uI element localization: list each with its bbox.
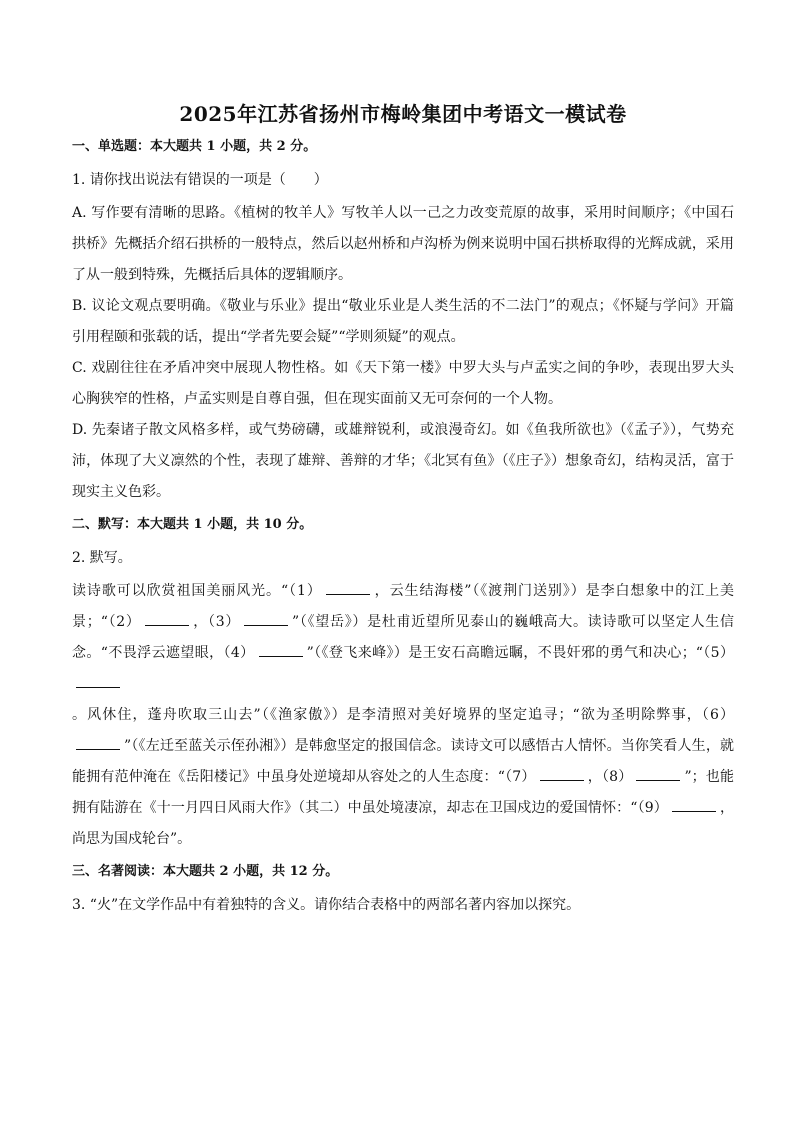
option-b: B. 议论文观点要明确。《敬业与乐业》提出“敬业乐业是人类生活的不二法门”的观点；《怀疑与学问》开篇引用程颐和张载的话，提出“学者先要会疑”“学则须疑”的观点。 — [72, 298, 734, 345]
passage-text: ，云生结海楼”（《渡荆门送别》）是李白想象中的江上美景；“（2） — [72, 583, 734, 630]
exam-title: 2025年江苏省扬州市梅岭集团中考语文一模试卷 — [179, 102, 627, 126]
option-a: A. 写作要有清晰的思路。《植树的牧羊人》写牧羊人以一己之力改变荒原的故事，采用时间顺序；《中国石拱桥》先概括介绍石拱桥的一般特点，然后以赵州桥和卢沟桥为例来说明中国石拱桥取得的光辉成就，采用了从一般到特殊，先概括后具体的逻辑顺序。 — [72, 205, 734, 283]
blank-9[interactable] — [672, 795, 716, 812]
passage-text: ，（8） — [587, 769, 633, 785]
section-heading-single-choice: 一、单选题：本大题共 1 小题，共 2 分。 — [72, 139, 317, 154]
passage-text: 读诗歌可以欣赏祖国美丽风光。“（1） — [72, 583, 322, 599]
blank-2[interactable] — [145, 609, 189, 626]
option-c: C. 戏剧往往在矛盾冲突中展现人物性格。如《天下第一楼》中罗大头与卢孟实之间的争吵，表现出罗大头心胸狭窄的性格，卢孟实则是自尊自强，但在现实面前又无可奈何的一个人物。 — [72, 360, 734, 407]
dictation-passage — [72, 576, 734, 855]
question-3: 3. “火”在文学作品中有着独特的含义。请你结合表格中的两部名著内容加以探究。 — [72, 897, 581, 913]
blank-7[interactable] — [540, 764, 584, 781]
section-heading-dictation: 二、默写：本大题共 1 小题，共 10 分。 — [72, 517, 313, 532]
passage-text: ”（《望岳》）是杜甫近望所见泰山的巍峨高大。读诗歌可以坚定人生信念。“不畏浮云遮望眼，（4） — [72, 614, 734, 661]
passage-text: ，（3） — [192, 614, 241, 630]
blank-3[interactable] — [244, 609, 288, 626]
blank-1[interactable] — [326, 578, 370, 595]
question-2: 2. 默写。 — [72, 550, 132, 566]
passage-text: ，尚思为国戍轮台”。 — [72, 800, 735, 847]
blank-8[interactable] — [636, 764, 680, 781]
blank-4[interactable] — [259, 640, 303, 657]
blank-5[interactable] — [76, 671, 120, 688]
question-1: 1. 请你找出说法有错误的一项是（ ） — [72, 172, 328, 188]
passage-text: 。风休住，蓬舟吹取三山去”（《渔家傲》）是李清照对美好境界的坚定追寻；“欲为圣明除弊事，（6） — [72, 707, 734, 723]
section-heading-classics-reading: 三、名著阅读：本大题共 2 小题，共 12 分。 — [72, 864, 339, 879]
option-d: D. 先秦诸子散文风格多样，或气势磅礴，或雄辩锐利，或浪漫奇幻。如《鱼我所欲也》（《孟子》），气势充沛，体现了大义凛然的个性，表现了雄辩、善辩的才华；《北冥有鱼》（《庄子》）想象奇幻，结构灵活，富于现实主义色彩。 — [72, 422, 734, 500]
blank-6[interactable] — [76, 733, 120, 750]
passage-text: ”（《左迁至蓝关示侄孙湘》）是韩愈坚定的报国信念。读诗文可以感悟古人情怀。当你笑看人生，就能拥有范仲淹在《岳阳楼记》中虽身处逆境却从容处之的人生态度：“（7） — [72, 738, 734, 785]
passage-text: ”；也能拥有陆游在《十一月四日风雨大作》（其二）中虽处境凄凉，却志在卫国戍边的爱国情怀：“（9） — [72, 769, 734, 816]
passage-text: ”（《登飞来峰》）是王安石高瞻远瞩，不畏奸邪的勇气和决心；“（5） — [306, 645, 734, 661]
